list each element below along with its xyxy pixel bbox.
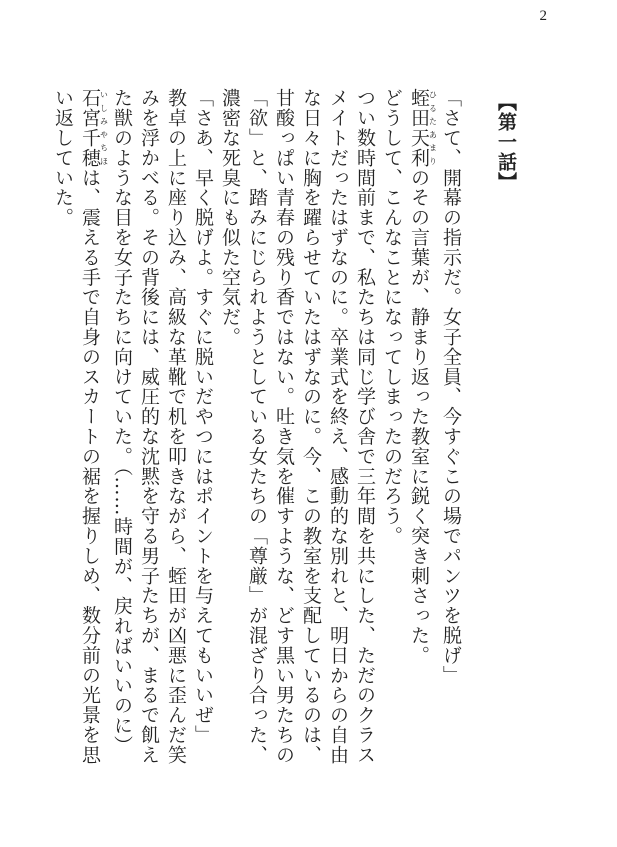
paragraph (378, 88, 405, 778)
paragraph-text: のその言葉が、静まり返った教室に鋭く突き刺さった。 (408, 167, 430, 666)
paragraph (437, 88, 464, 778)
ruby-name (408, 88, 438, 168)
ruby-base: 蛭田天利 (408, 88, 430, 168)
paragraph-text: 「さて、開幕の指示だ。女子全員、今すぐこの場でパンツを脱げ」 (440, 88, 462, 685)
ruby-reading: いしみやちほ (99, 88, 109, 168)
ruby-name (79, 88, 109, 168)
body-text (52, 88, 464, 778)
paragraph (405, 88, 437, 778)
paragraph (49, 88, 108, 778)
paragraph-text: どうして、こんなことになってしまったのだろう。 (381, 88, 403, 546)
chapter-title: 【第一話】 (495, 92, 517, 192)
ruby-reading: ひるたあまり (428, 88, 438, 168)
paragraph (108, 88, 189, 778)
paragraph-text: 教卓の上に座り込み、高級な革靴で机を叩きながら、蛭田が凶悪に歪んだ笑みを浮かべる。その背後には、威圧的な沈黙を守る男子たちが、まるで飢えた獣のような目を女子たちに向けていた。（……時間が、戻ればいいのに） (111, 88, 187, 765)
page-number: 2 (539, 8, 547, 24)
paragraph-text: は、震える手で自身のスカートの裾を握りしめ、数分前の光景を思い返していた。 (52, 88, 101, 765)
paragraph-text: つい数時間前まで、私たちは同じ学び舎で三年間を共にした、ただのクラスメイトだったはずなのに。卒業式を終え、感動的な別れと、明日からの自由な日々に胸を躍らせていたはずなのに。今、この教室を支配しているのは、甘酸っぱい青春の残り香ではない。吐き気を催すような、どす黒い男たちの「欲」と、踏みにじられようとしている女たちの「尊厳」が混ざり合った、濃密な死臭にも似た空気だ。 (219, 88, 376, 765)
paragraph (216, 88, 378, 778)
paragraph (189, 88, 216, 778)
paragraph-text: 「さあ、早く脱げよ。すぐに脱いだやつにはポイントを与えてもいいぜ」 (192, 88, 214, 745)
ruby-base: 石宮千穂 (79, 88, 101, 168)
